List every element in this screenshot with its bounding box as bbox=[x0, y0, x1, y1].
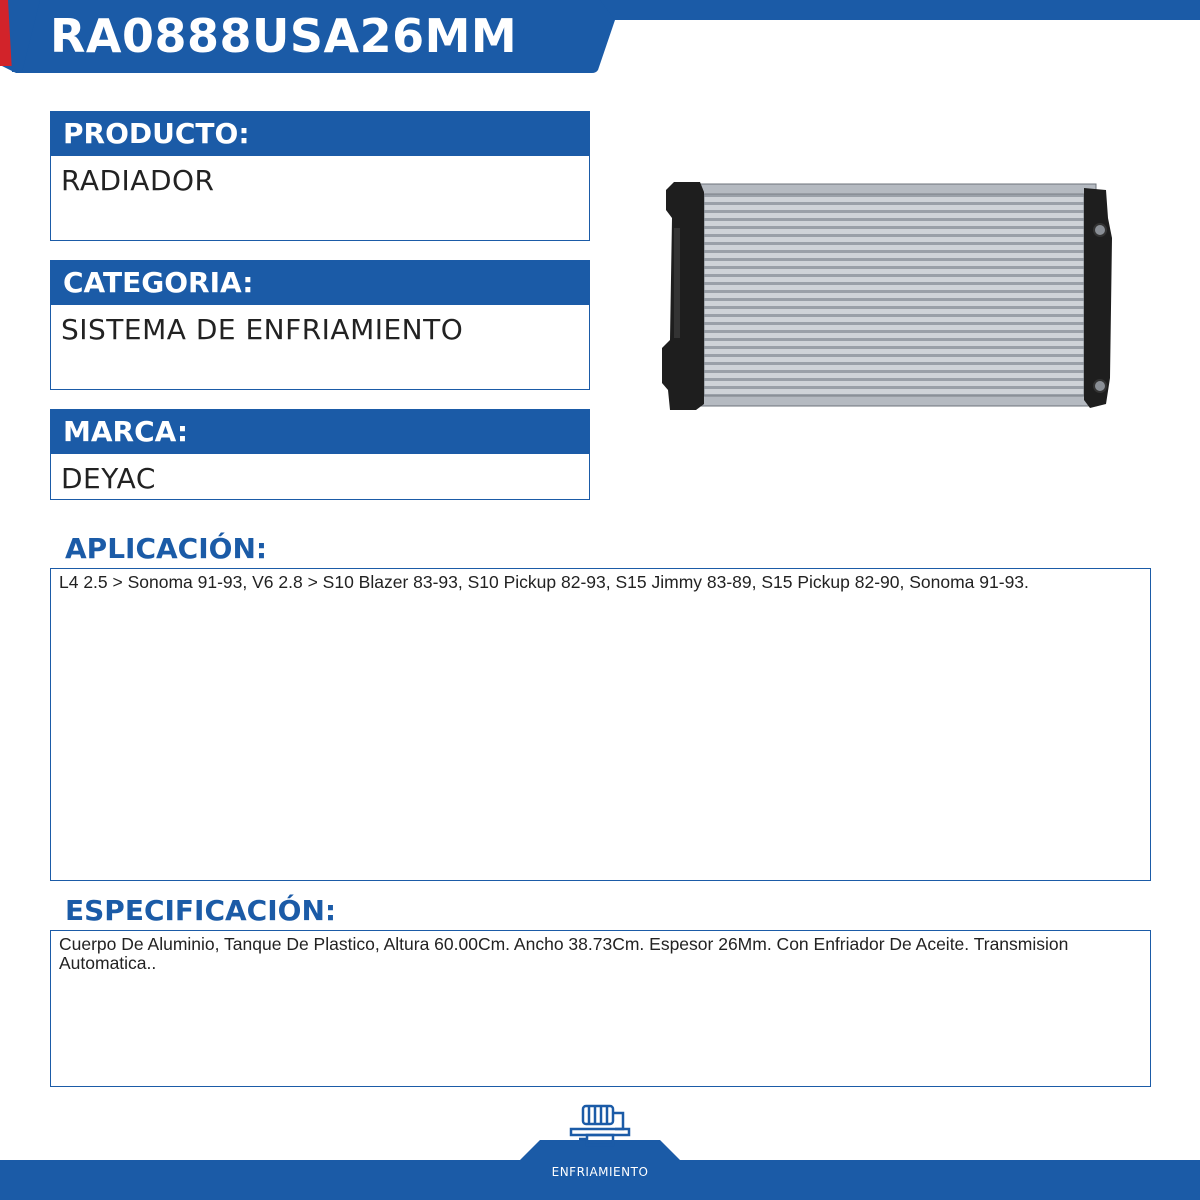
category-label: ENFRIAMIENTO bbox=[551, 1165, 649, 1179]
aplicacion-box bbox=[50, 568, 1151, 881]
categoria-header bbox=[50, 260, 590, 305]
aplicacion-text: L4 2.5 > Sonoma 91-93, V6 2.8 > S10 Blazer 83-93, S10 Pickup 82-93, S15 Jimmy 83-89, S15 Pickup 82-90, Sonoma 91-93. bbox=[59, 572, 1029, 592]
categoria-label: CATEGORIA: bbox=[63, 266, 254, 299]
producto-label: PRODUCTO: bbox=[63, 117, 250, 150]
radiator-image bbox=[660, 178, 1115, 413]
marca-box bbox=[50, 454, 590, 500]
especificacion-text: Cuerpo De Aluminio, Tanque De Plastico, Altura 60.00Cm. Ancho 38.73Cm. Espesor 26Mm. Con Enfriador De Aceite. Transmision Automatica.. bbox=[59, 934, 1069, 973]
producto-header bbox=[50, 111, 590, 156]
marca-header bbox=[50, 409, 590, 454]
marca-value: DEYAC bbox=[61, 462, 156, 495]
categoria-value: SISTEMA DE ENFRIAMIENTO bbox=[61, 313, 464, 346]
especificacion-title: ESPECIFICACIÓN: bbox=[65, 894, 337, 927]
categoria-box bbox=[50, 305, 590, 390]
engine-cooling-icon bbox=[565, 1103, 635, 1155]
aplicacion-title: APLICACIÓN: bbox=[65, 532, 268, 565]
producto-box bbox=[50, 156, 590, 241]
marca-label: MARCA: bbox=[63, 415, 189, 448]
especificacion-box bbox=[50, 930, 1151, 1087]
producto-value: RADIADOR bbox=[61, 164, 215, 197]
page-title: RA0888USA26MM bbox=[50, 9, 518, 63]
